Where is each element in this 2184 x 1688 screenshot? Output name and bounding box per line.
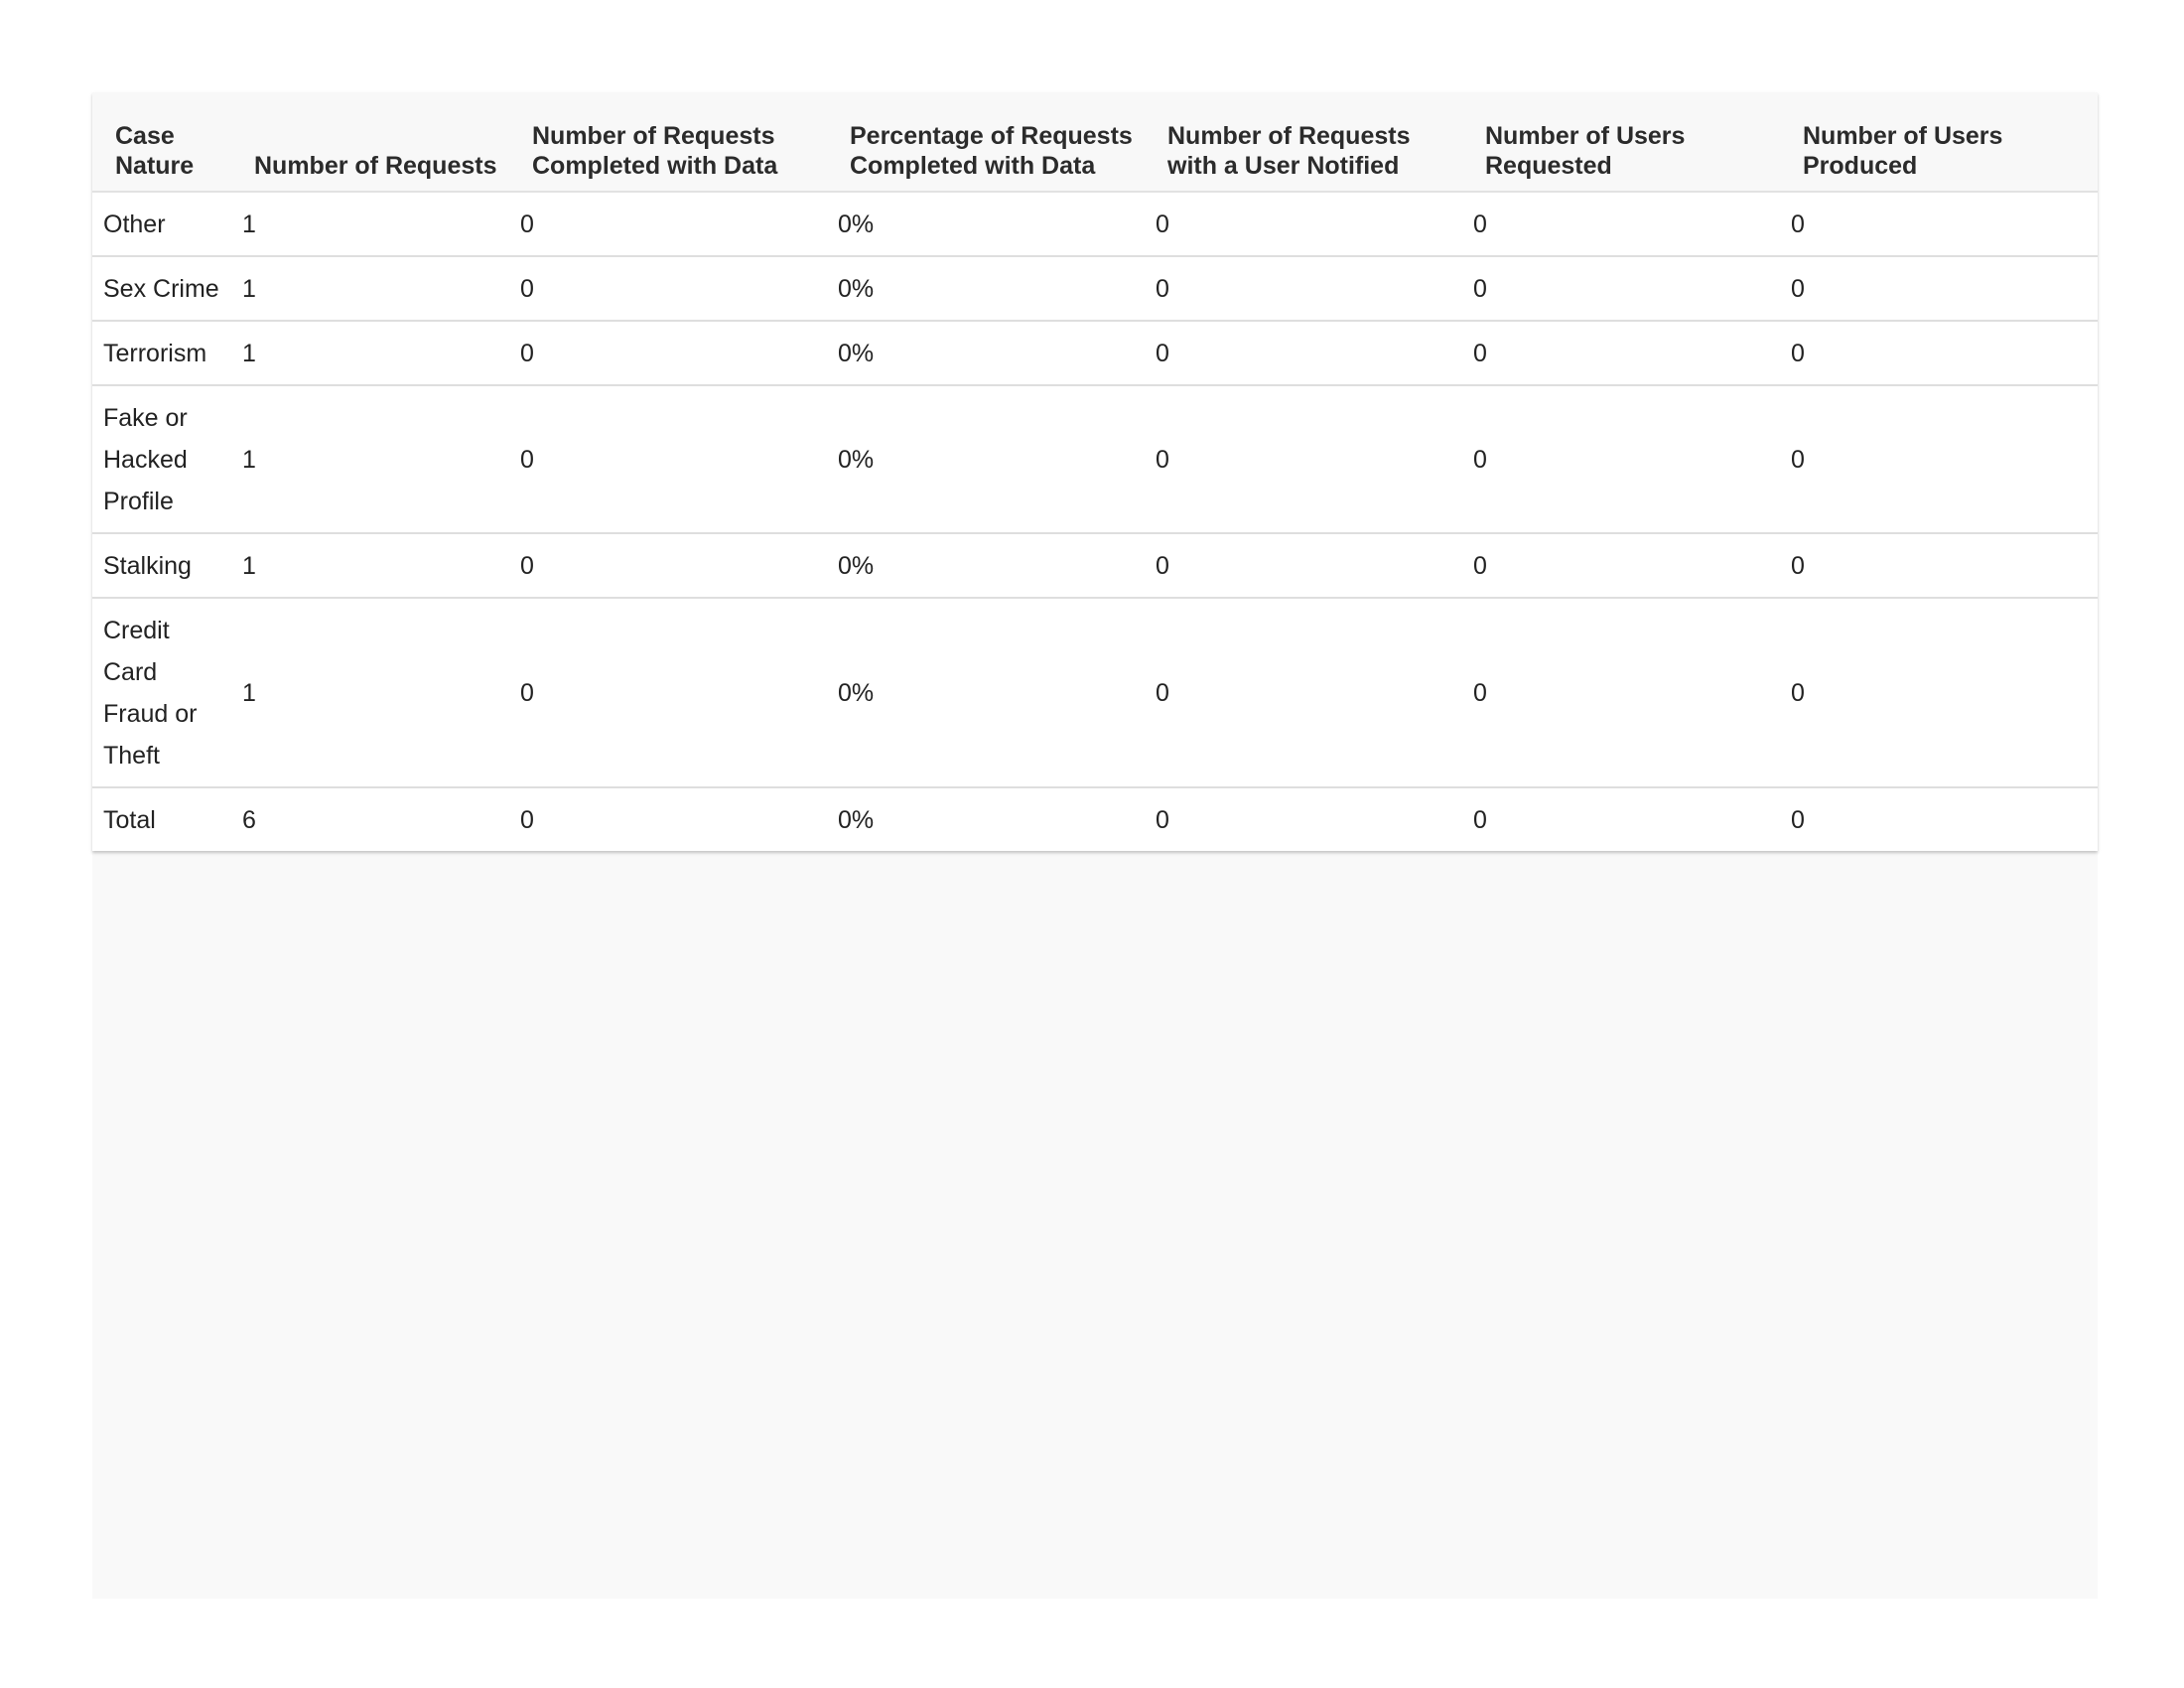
cell-percentage: 0%	[827, 533, 1145, 598]
cell-users-produced: 0	[1780, 192, 2098, 256]
cell-users-produced: 0	[1780, 385, 2098, 533]
cell-completed: 0	[509, 385, 827, 533]
cell-notified: 0	[1145, 385, 1462, 533]
cell-requests: 1	[231, 385, 509, 533]
cell-completed: 0	[509, 256, 827, 321]
cell-percentage: 0%	[827, 256, 1145, 321]
cell-percentage: 0%	[827, 598, 1145, 787]
cell-users-requested: 0	[1462, 256, 1780, 321]
cell-users-produced: 0	[1780, 256, 2098, 321]
table-row	[92, 598, 2098, 787]
cell-case-nature: Fake or Hacked Profile	[92, 385, 231, 533]
cell-completed: 0	[509, 533, 827, 598]
table-row	[92, 256, 2098, 321]
header-users-requested: Number of Users Requested	[1462, 92, 1780, 192]
cell-percentage: 0%	[838, 806, 875, 834]
cell-users-produced: 0	[1780, 321, 2098, 385]
cell-requests: 1	[231, 256, 509, 321]
cell-case-nature: Sex Crime	[92, 256, 231, 321]
cell-users-requested: 0	[1462, 598, 1780, 787]
cell-users-produced: 0	[1791, 806, 1805, 834]
cell-completed: 0	[509, 598, 827, 787]
cell-percentage: 0%	[827, 385, 1145, 533]
cell-percentage: 0%	[827, 192, 1145, 256]
header-users-produced: Number of Users Produced	[1780, 92, 2098, 192]
cell-users-produced: 0	[1780, 533, 2098, 598]
cell-users-requested: 0	[1462, 192, 1780, 256]
cell-percentage: 0%	[827, 321, 1145, 385]
cell-requests: 1	[231, 321, 509, 385]
cell-notified: 0	[1145, 321, 1462, 385]
cell-case-nature: Stalking	[92, 533, 231, 598]
cell-completed: 0	[520, 806, 534, 834]
cell-users-requested: 0	[1462, 321, 1780, 385]
table-row	[92, 533, 2098, 598]
header-requests-completed-with-data: Number of Requests Completed with Data	[509, 92, 827, 192]
cell-case-nature: Total	[103, 806, 156, 834]
cell-notified: 0	[1145, 256, 1462, 321]
header-percentage-completed-with-data: Percentage of Requests Completed with Data	[827, 92, 1145, 192]
cell-notified: 0	[1145, 598, 1462, 787]
cell-requests: 1	[231, 192, 509, 256]
cell-notified: 0	[1156, 806, 1169, 834]
table-header-row	[92, 92, 2098, 192]
cell-users-requested: 0	[1462, 385, 1780, 533]
cell-notified: 0	[1145, 533, 1462, 598]
cell-users-produced: 0	[1780, 598, 2098, 787]
cell-requests: 1	[231, 598, 509, 787]
cell-case-nature: Other	[92, 192, 231, 256]
cell-completed: 0	[509, 192, 827, 256]
cell-requests: 1	[231, 533, 509, 598]
table-row	[92, 385, 2098, 533]
cell-case-nature: Terrorism	[92, 321, 231, 385]
table-row	[92, 321, 2098, 385]
header-case-nature: Case Nature	[92, 92, 231, 192]
cell-users-requested: 0	[1473, 806, 1487, 834]
cell-completed: 0	[509, 321, 827, 385]
table-row-total	[92, 787, 2098, 851]
cell-notified: 0	[1145, 192, 1462, 256]
header-requests-user-notified: Number of Requests with a User Notified	[1145, 92, 1462, 192]
case-nature-requests-table	[92, 92, 2098, 851]
table-row	[92, 192, 2098, 256]
cell-case-nature: Credit Card Fraud or Theft	[92, 598, 231, 787]
header-number-of-requests: Number of Requests	[231, 92, 509, 192]
cell-requests: 6	[242, 806, 256, 834]
cell-users-requested: 0	[1462, 533, 1780, 598]
